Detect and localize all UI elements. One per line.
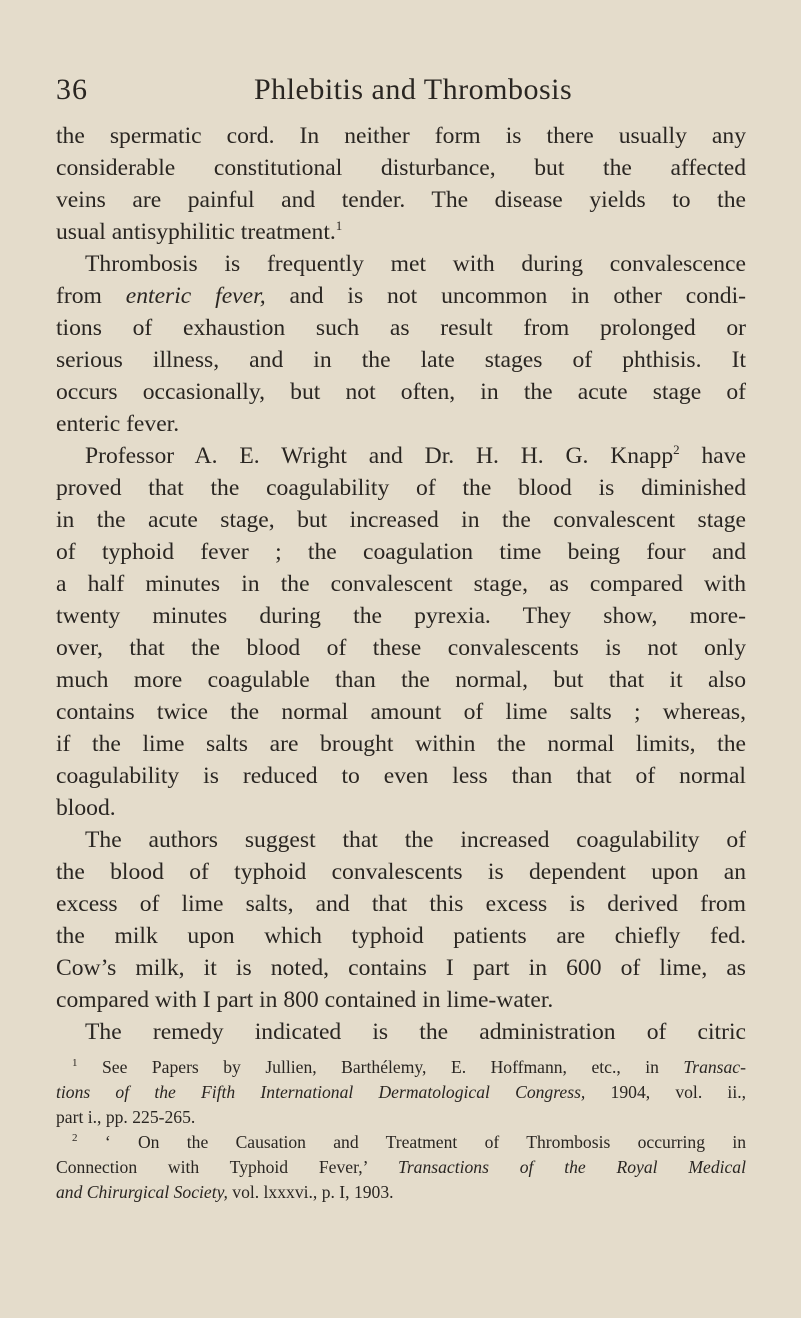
text-line: excess of lime salts, and that this excess is derived from (56, 891, 746, 917)
text-line: coagulability is reduced to even less than that of normal (56, 763, 746, 789)
footnote-line: Connection with Typhoid Fever,’ Transactions of the Royal Medical (56, 1157, 746, 1177)
text-line: from enteric fever, and is not uncommon in other condi- (56, 283, 746, 309)
text-line: compared with I part in 800 contained in lime-water. (56, 987, 554, 1013)
text-line: twenty minutes during the pyrexia. They show, more- (56, 603, 746, 629)
text-line: The authors suggest that the increased coagulability of (85, 827, 746, 853)
text-line: much more coagulable than the normal, but that it also (56, 667, 746, 693)
running-title: Phlebitis and Thrombosis (254, 73, 573, 106)
text-line: Thrombosis is frequently met with during convalescence (85, 251, 746, 277)
text-line: the milk upon which typhoid patients are chiefly fed. (56, 923, 746, 949)
text-line: over, that the blood of these convalescents is not only (56, 635, 746, 661)
text-line: proved that the coagulability of the blood is diminished (56, 475, 746, 501)
page-number: 36 (56, 73, 88, 106)
text-line: veins are painful and tender. The disease yields to the (56, 187, 746, 213)
footnote-1: $^1$ See Papers by Jullien, Barthélemy, E. Hoffmann, etc., in Transac- (72, 1057, 746, 1077)
text-line: the spermatic cord. In neither form is there usually any (56, 123, 746, 149)
page-header (56, 68, 746, 112)
text-line: Cow’s milk, it is noted, contains I part in 600 of lime, as (56, 955, 746, 981)
text-line: the blood of typhoid convalescents is dependent upon an (56, 859, 746, 885)
text-line: of typhoid fever ; the coagulation time being four and (56, 539, 746, 565)
text-line: contains twice the normal amount of lime salts ; whereas, (56, 699, 746, 725)
text-line: enteric fever. (56, 411, 180, 437)
text-line: serious illness, and in the late stages of phthisis. It (56, 347, 746, 373)
text-line: blood. (56, 795, 116, 821)
text-line: usual antisyphilitic treatment.$^1$ (56, 218, 343, 245)
text-line: The remedy indicated is the administration of citric (85, 1019, 746, 1045)
footnote-line: tions of the Fifth International Dermatological Congress, 1904, vol. ii., (56, 1082, 746, 1102)
footnote-2: $^2$ ‘ On the Causation and Treatment of Thrombosis occurring in (72, 1132, 746, 1152)
text-line: if the lime salts are brought within the normal limits, the (56, 731, 746, 757)
text-line: in the acute stage, but increased in the convalescent stage (56, 507, 746, 533)
footnote-ref: 2 (673, 442, 680, 457)
text-line: Professor A. E. Wright and Dr. H. H. G. Knapp$^2$ have (85, 442, 746, 469)
text-line: considerable constitutional disturbance, but the affected (56, 155, 746, 181)
text-line: tions of exhaustion such as result from prolonged or (56, 315, 746, 341)
text-line: occurs occasionally, but not often, in the acute stage of (56, 379, 746, 405)
footnote-ref: 1 (335, 218, 343, 233)
text-line: a half minutes in the convalescent stage, as compared with (56, 571, 746, 597)
footnote-line: part i., pp. 225-265. (56, 1107, 196, 1127)
footnote-line: and Chirurgical Society, vol. lxxxvi., p. I, 1903. (56, 1182, 394, 1202)
